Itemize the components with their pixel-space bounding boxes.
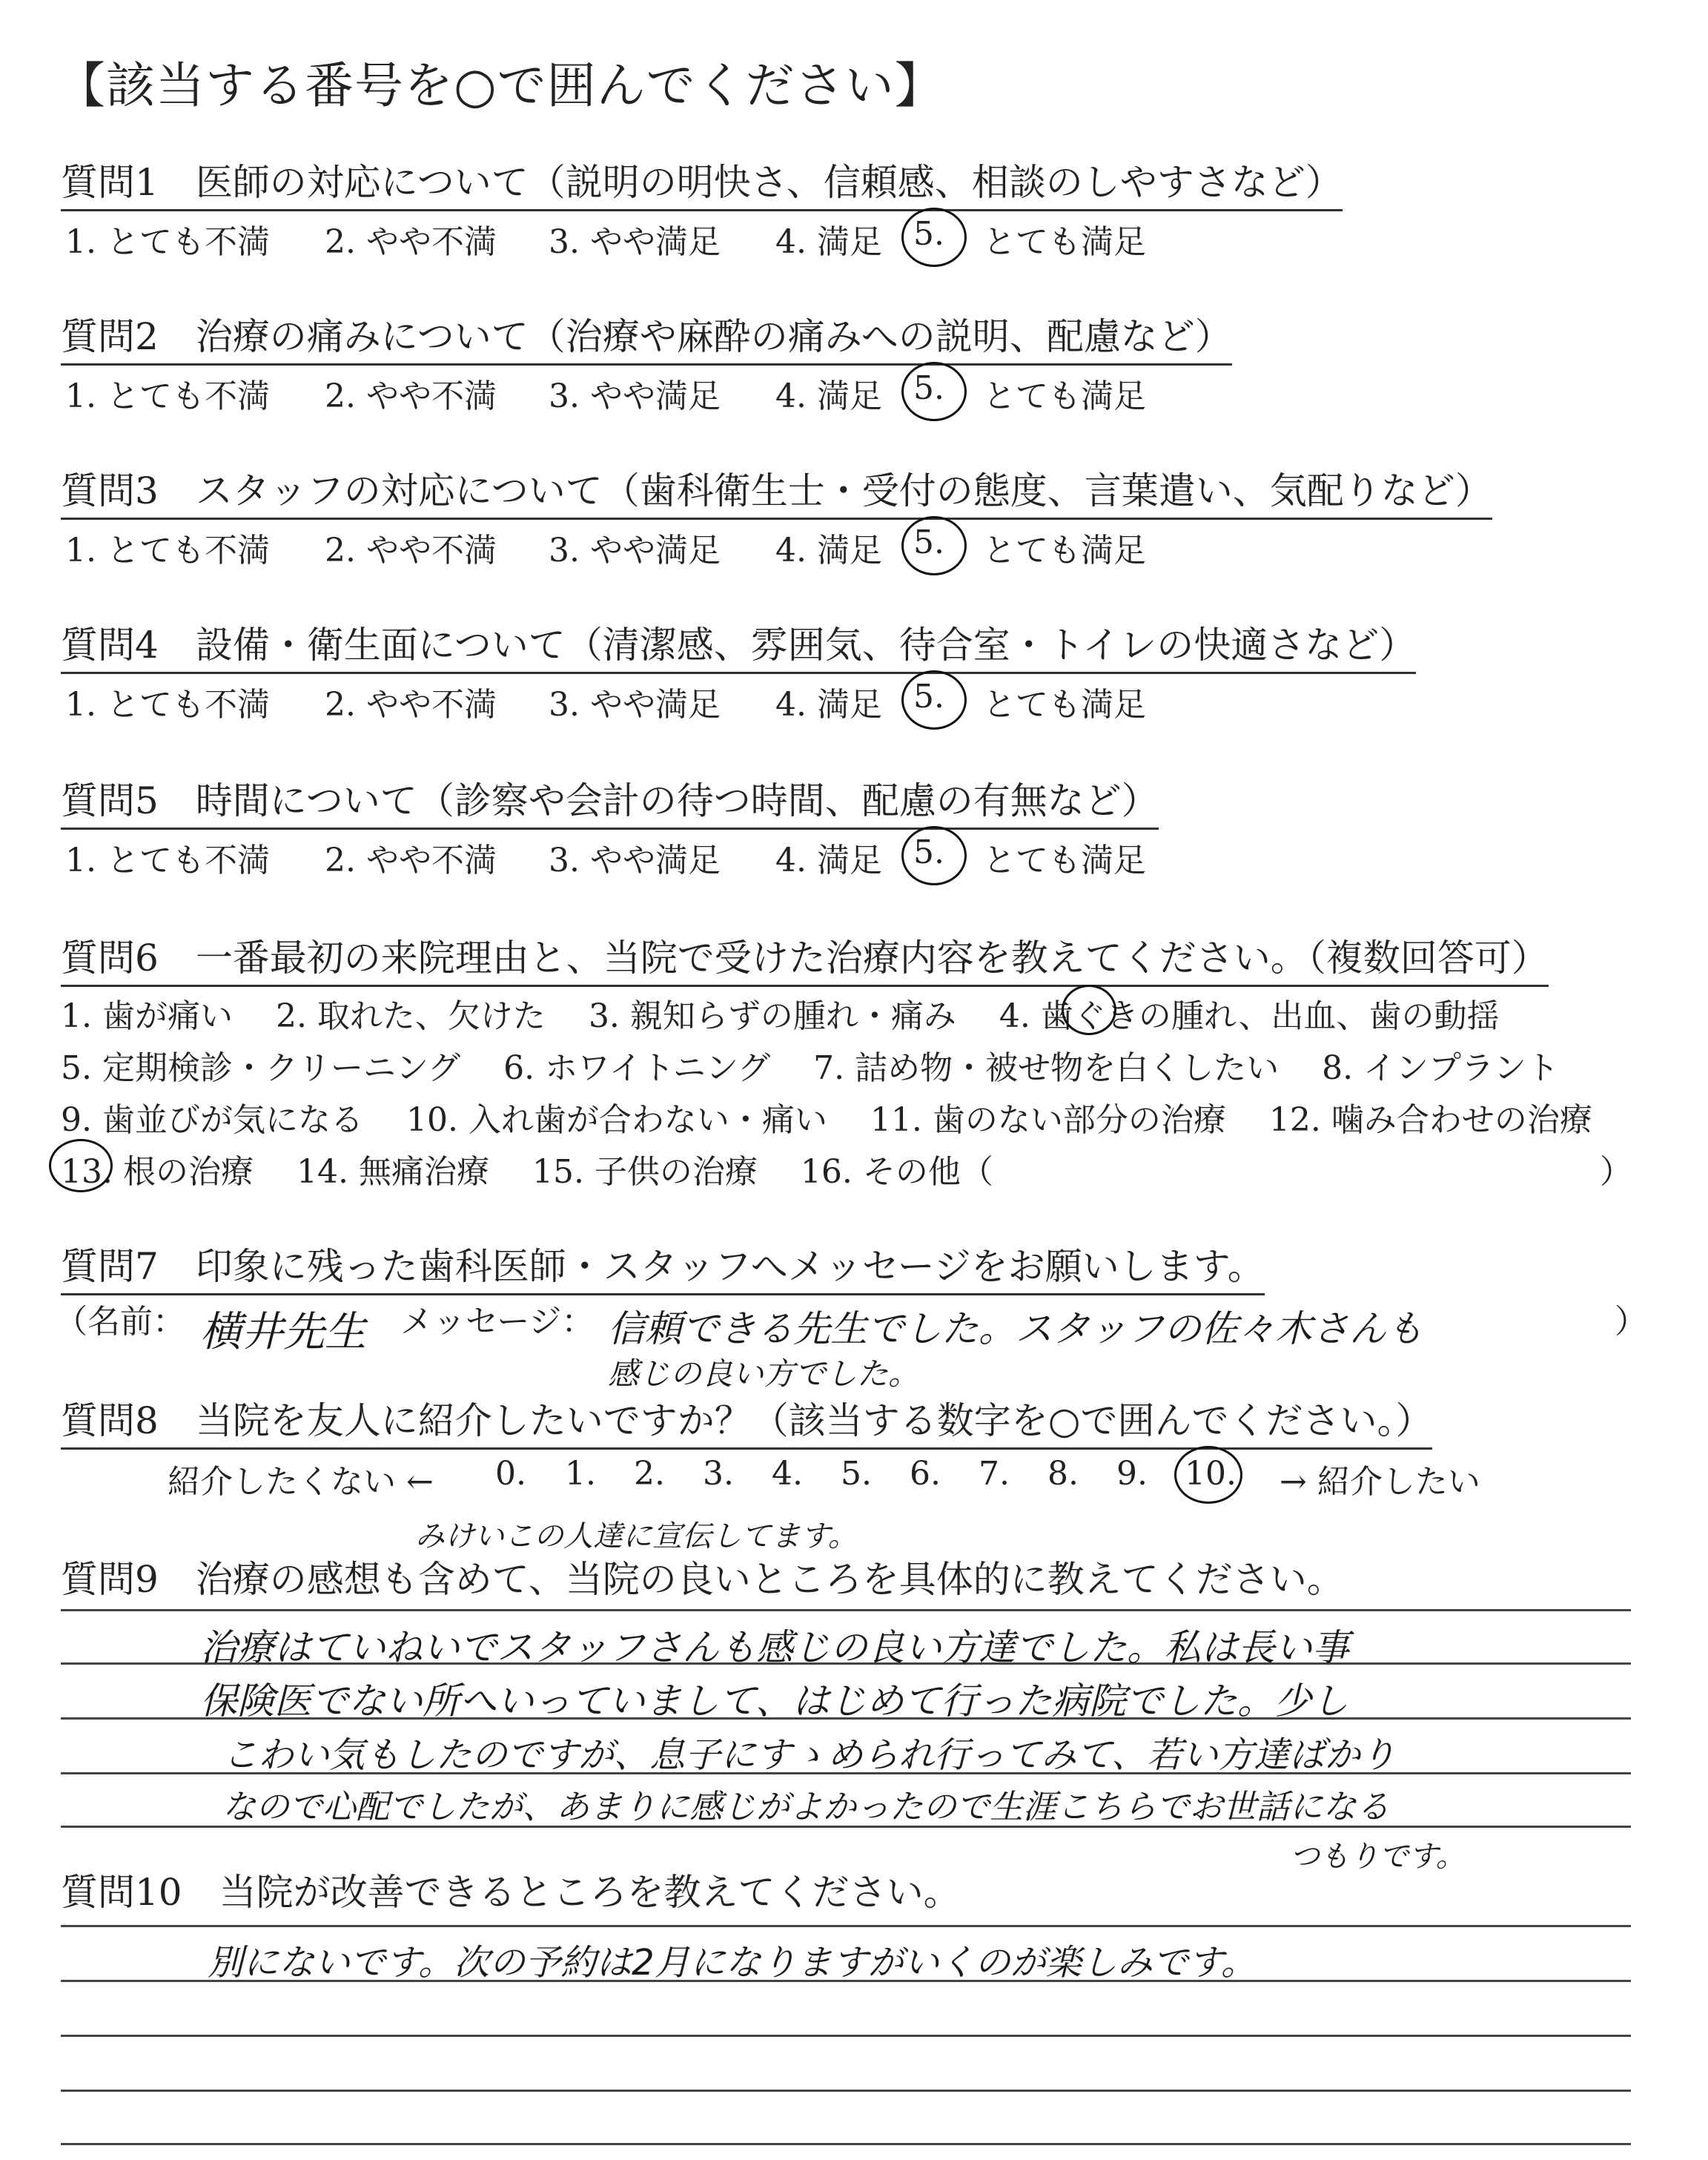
q6-option-2[interactable]: 2. 取れた、欠けた bbox=[275, 997, 546, 1035]
q2-option-1[interactable]: 1. とても不満 bbox=[65, 377, 270, 415]
page-title: 【該当する番号を○で囲んでください】 bbox=[56, 57, 944, 114]
q8-scale bbox=[0, 1455, 1708, 1499]
q4-option-5-label: とても満足 bbox=[983, 686, 1146, 724]
q6-option-5[interactable]: 5. 定期検診・クリーニング bbox=[61, 1049, 461, 1087]
q5-heading bbox=[61, 771, 1159, 830]
q3-option-5[interactable]: 5. bbox=[913, 524, 944, 561]
q9-heading bbox=[61, 1550, 1344, 1603]
q10-rule-3 bbox=[61, 2035, 1631, 2037]
q2-option-4[interactable]: 4. 満足 bbox=[775, 377, 882, 415]
q5-option-4[interactable]: 4. 満足 bbox=[775, 842, 882, 879]
q1-option-2[interactable]: 2. やや不満 bbox=[325, 223, 497, 261]
q6-option-13-label: 根の治療 bbox=[122, 1153, 254, 1191]
q3-heading bbox=[61, 461, 1492, 520]
q5-option-1[interactable]: 1. とても不満 bbox=[65, 842, 270, 879]
q3-option-2[interactable]: 2. やや不満 bbox=[325, 532, 497, 569]
q7-text: 印象に残った歯科医師・スタッフへメッセージをお願いします。 bbox=[195, 1245, 1265, 1288]
q10-number: 質問10 bbox=[61, 1871, 182, 1914]
q8-heading bbox=[61, 1391, 1432, 1450]
q10-rule-4 bbox=[61, 2090, 1631, 2092]
q8-text: 当院を友人に紹介したいですか？（該当する数字を○で囲んでください。） bbox=[195, 1399, 1433, 1442]
q2-option-2[interactable]: 2. やや不満 bbox=[325, 377, 497, 415]
q9-answer-line-5[interactable]: つもりです。 bbox=[1290, 1840, 1466, 1874]
q1-text: 医師の対応について（説明の明快さ、信頼感、相談のしやすさなど） bbox=[195, 161, 1343, 204]
q1-option-1[interactable]: 1. とても不満 bbox=[65, 223, 270, 261]
q7-heading bbox=[61, 1237, 1265, 1295]
q1-option-3[interactable]: 3. やや満足 bbox=[549, 223, 721, 261]
q6-row-2 bbox=[61, 1041, 1559, 1089]
q4-option-4[interactable]: 4. 満足 bbox=[775, 686, 882, 724]
q9-answer-line-3[interactable]: こわい気もしたのですが、息子にすゝめられ行ってみて、若い方達ばかり bbox=[222, 1734, 1397, 1776]
q7-number: 質問7 bbox=[61, 1245, 159, 1288]
q7-message-label: メッセージ： bbox=[400, 1303, 595, 1341]
q4-option-1[interactable]: 1. とても不満 bbox=[65, 686, 270, 724]
q8-scale-9[interactable]: 9. bbox=[1116, 1455, 1148, 1493]
q8-left-label: 紹介したくない ← bbox=[168, 1463, 434, 1501]
q6-option-4-label: 歯ぐきの腫れ、出血、歯の動揺 bbox=[1040, 997, 1500, 1035]
q8-number: 質問8 bbox=[61, 1399, 159, 1442]
q9-number: 質問9 bbox=[61, 1558, 159, 1601]
q5-text: 時間について（診察や会計の待つ時間、配慮の有無など） bbox=[195, 779, 1159, 822]
q6-option-10[interactable]: 10. 入れ歯が合わない・痛い bbox=[406, 1101, 827, 1139]
q5-option-2[interactable]: 2. やや不満 bbox=[325, 842, 497, 879]
q7-message-line-1[interactable]: 信頼できる先生でした。スタッフの佐々木さんも bbox=[608, 1307, 1423, 1350]
q8-scale-0[interactable]: 0. bbox=[495, 1455, 526, 1493]
q10-rule-5 bbox=[61, 2143, 1631, 2145]
q6-option-13[interactable]: 13. bbox=[61, 1153, 113, 1191]
q6-row-1 bbox=[61, 989, 1500, 1037]
q4-number: 質問4 bbox=[61, 624, 159, 667]
q10-rule-1 bbox=[61, 1925, 1631, 1927]
q6-option-4[interactable]: 4. bbox=[999, 997, 1030, 1035]
q1-heading bbox=[61, 153, 1343, 211]
q8-scale-2[interactable]: 2. bbox=[634, 1455, 665, 1493]
q6-number: 質問6 bbox=[61, 937, 159, 980]
q3-option-5-label: とても満足 bbox=[983, 532, 1146, 569]
q8-scale-5[interactable]: 5. bbox=[841, 1455, 872, 1493]
q2-option-3[interactable]: 3. やや満足 bbox=[549, 377, 721, 415]
q4-option-2[interactable]: 2. やや不満 bbox=[325, 686, 497, 724]
q6-row-3 bbox=[61, 1093, 1592, 1140]
q6-option-7[interactable]: 7. 詰め物・被せ物を白くしたい bbox=[813, 1049, 1280, 1087]
q2-number: 質問2 bbox=[61, 315, 159, 358]
q4-heading bbox=[61, 615, 1416, 674]
q5-option-3[interactable]: 3. やや満足 bbox=[549, 842, 721, 879]
q6-option-15[interactable]: 15. 子供の治療 bbox=[532, 1153, 758, 1191]
q5-option-5-label: とても満足 bbox=[983, 842, 1146, 879]
q6-option-6[interactable]: 6. ホワイトニング bbox=[503, 1049, 771, 1087]
q3-option-3[interactable]: 3. やや満足 bbox=[549, 532, 721, 569]
q9-text: 治療の感想も含めて、当院の良いところを具体的に教えてください。 bbox=[195, 1558, 1344, 1601]
q9-rule-1 bbox=[61, 1609, 1631, 1611]
q8-handwritten-note: みけいこの人達に宣伝してます。 bbox=[415, 1519, 858, 1553]
q8-scale-6[interactable]: 6. bbox=[910, 1455, 941, 1493]
q10-answer-line-1[interactable]: 別にないです。次の予約は2月になりますがいくのが楽しみです。 bbox=[208, 1942, 1257, 1984]
q8-scale-4[interactable]: 4. bbox=[772, 1455, 803, 1493]
q6-option-3[interactable]: 3. 親知らずの腫れ・痛み bbox=[588, 997, 956, 1035]
q8-scale-7[interactable]: 7. bbox=[979, 1455, 1010, 1493]
q4-option-5[interactable]: 5. bbox=[913, 678, 944, 716]
q1-option-5-label: とても満足 bbox=[983, 223, 1146, 261]
q6-option-1[interactable]: 1. 歯が痛い bbox=[61, 997, 233, 1035]
q6-option-16[interactable]: 16. その他（ bbox=[800, 1153, 993, 1191]
q4-option-3[interactable]: 3. やや満足 bbox=[549, 686, 721, 724]
q6-option-8[interactable]: 8. インプラント bbox=[1322, 1049, 1560, 1087]
q6-text: 一番最初の来院理由と、当院で受けた治療内容を教えてください。（複数回答可） bbox=[195, 937, 1549, 980]
q4-text: 設備・衛生面について（清潔感、雰囲気、待合室・トイレの快適さなど） bbox=[195, 624, 1417, 667]
q1-number: 質問1 bbox=[61, 161, 159, 204]
q5-option-5[interactable]: 5. bbox=[913, 833, 944, 871]
q3-number: 質問3 bbox=[61, 469, 159, 512]
q7-name-value[interactable]: 横井先生 bbox=[200, 1308, 366, 1356]
q8-scale-3[interactable]: 3. bbox=[703, 1455, 734, 1493]
q7-message-line-2[interactable]: 感じの良い方でした。 bbox=[608, 1355, 920, 1392]
q6-option-14[interactable]: 14. 無痛治療 bbox=[296, 1153, 489, 1191]
q5-number: 質問5 bbox=[61, 779, 159, 822]
q6-other-close: ） bbox=[1600, 1153, 1632, 1191]
q7-close: ） bbox=[1615, 1303, 1647, 1341]
q9-answer-line-4[interactable]: なので心配でしたが、あまりに感じがよかったので生涯こちらでお世話になる bbox=[222, 1787, 1390, 1826]
q8-scale-8[interactable]: 8. bbox=[1047, 1455, 1079, 1493]
q1-option-4[interactable]: 4. 満足 bbox=[775, 223, 882, 261]
q6-option-9[interactable]: 9. 歯並びが気になる bbox=[61, 1101, 363, 1139]
q8-scale-10[interactable]: 10. bbox=[1185, 1455, 1237, 1493]
q3-option-1[interactable]: 1. とても不満 bbox=[65, 532, 270, 569]
q10-text: 当院が改善できるところを教えてください。 bbox=[219, 1871, 961, 1914]
q1-option-5[interactable]: 5. bbox=[913, 215, 944, 253]
q6-option-11[interactable]: 11. 歯のない部分の治療 bbox=[870, 1101, 1226, 1139]
q10-heading bbox=[61, 1863, 961, 1916]
q9-answer-line-2[interactable]: 保険医でない所へいっていまして、はじめて行った病院でした。少し bbox=[200, 1680, 1348, 1723]
q6-heading bbox=[61, 928, 1549, 987]
q2-heading bbox=[61, 307, 1232, 366]
q7-name-label: （名前： bbox=[55, 1303, 185, 1341]
q6-option-12[interactable]: 12. 噛み合わせの治療 bbox=[1268, 1101, 1592, 1139]
q3-option-4[interactable]: 4. 満足 bbox=[775, 532, 882, 569]
q8-right-label: → 紹介したい bbox=[1280, 1463, 1480, 1501]
q9-answer-line-1[interactable]: 治療はていねいでスタッフさんも感じの良い方達でした。私は長い事 bbox=[200, 1626, 1349, 1669]
q2-option-5[interactable]: 5. bbox=[913, 369, 944, 407]
q2-text: 治療の痛みについて（治療や麻酔の痛みへの説明、配慮など） bbox=[195, 315, 1232, 358]
q6-row-4 bbox=[61, 1145, 1632, 1192]
q3-text: スタッフの対応について（歯科衛生士・受付の態度、言葉遣い、気配りなど） bbox=[195, 469, 1492, 512]
q8-scale-1[interactable]: 1. bbox=[565, 1455, 596, 1493]
q2-option-5-label: とても満足 bbox=[983, 377, 1146, 415]
